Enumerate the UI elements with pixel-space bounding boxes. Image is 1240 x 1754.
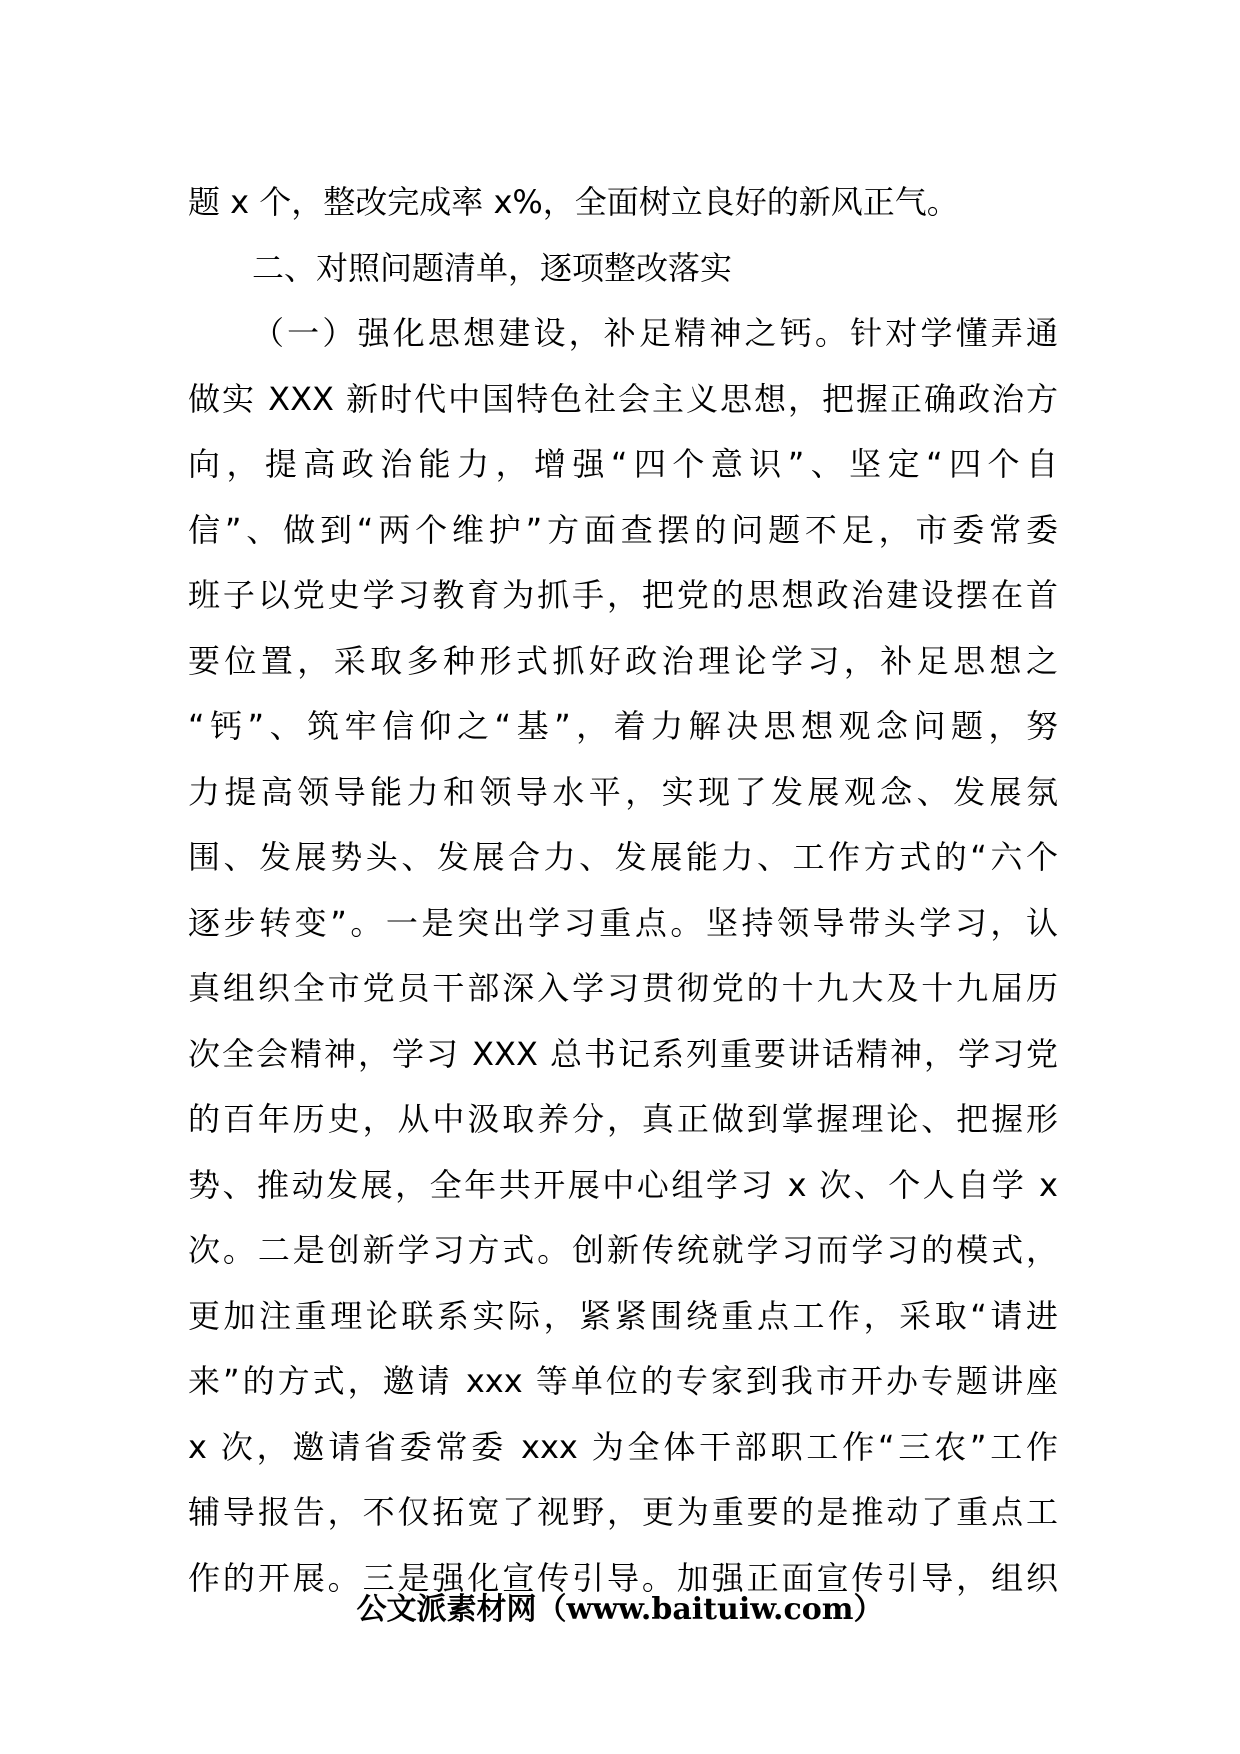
text-line-5: 向，提高政治能力，增强“四个意识”、坚定“四个自 xyxy=(188,445,1058,483)
text-line-19: 来”的方式，邀请 xxx 等单位的专家到我市开办专题讲座 xyxy=(188,1362,1058,1400)
text-line-18: 更加注重理论联系实际，紧紧围绕重点工作，采取“请进 xyxy=(188,1296,1058,1335)
text-line-12: 逐步转变”。一是突出学习重点。坚持领导带头学习，认 xyxy=(188,903,1058,942)
document-body xyxy=(188,170,1058,1611)
text-line-21: 辅导报告，不仅拓宽了视野，更为重要的是推动了重点工 xyxy=(188,1493,1058,1531)
text-line-9: “钙”、筑牢信仰之“基”，着力解决思想观念问题，努 xyxy=(188,707,1058,745)
text-line-11: 围、发展势头、发展合力、发展能力、工作方式的“六个 xyxy=(188,838,1058,876)
text-line-14: 次全会精神，学习 XXX 总书记系列重要讲话精神，学习党 xyxy=(188,1034,1058,1073)
text-line-20: x 次，邀请省委常委 xxx 为全体干部职工作“三农”工作 xyxy=(188,1427,1058,1466)
text-line-7: 班子以党史学习教育为抓手，把党的思想政治建设摆在首 xyxy=(188,576,1058,614)
text-line-1: 题 x 个，整改完成率 x%，全面树立良好的新风正气。 xyxy=(188,183,959,221)
page-footer-watermark: 公文派素材网（www.baituiw.com） xyxy=(356,1592,884,1627)
text-line-4: 做实 XXX 新时代中国特色社会主义思想，把握正确政治方 xyxy=(188,379,1058,418)
text-line-22: 作的开展。三是强化宣传引导。加强正面宣传引导，组织 xyxy=(188,1558,1058,1597)
text-line-17: 次。二是创新学习方式。创新传统就学习而学习的模式， xyxy=(188,1231,1058,1269)
text-line-15: 的百年历史，从中汲取养分，真正做到掌握理论、把握形 xyxy=(188,1100,1058,1138)
text-line-13: 真组织全市党员干部深入学习贯彻党的十九大及十九届历 xyxy=(188,969,1058,1007)
text-line-16: 势、推动发展，全年共开展中心组学习 x 次、个人自学 x xyxy=(188,1165,1058,1204)
text-line-8: 要位置，采取多种形式抓好政治理论学习，补足思想之 xyxy=(188,641,1058,680)
text-line-6: 信”、做到“两个维护”方面查摆的问题不足，市委常委 xyxy=(188,510,1058,549)
section-heading: 二、对照问题清单，逐项整改落实 xyxy=(252,248,733,287)
text-line-10: 力提高领导能力和领导水平，实现了发展观念、发展氛 xyxy=(188,772,1058,811)
text-line-3: （一）强化思想建设，补足精神之钙。针对学懂弄通 xyxy=(252,314,1058,352)
